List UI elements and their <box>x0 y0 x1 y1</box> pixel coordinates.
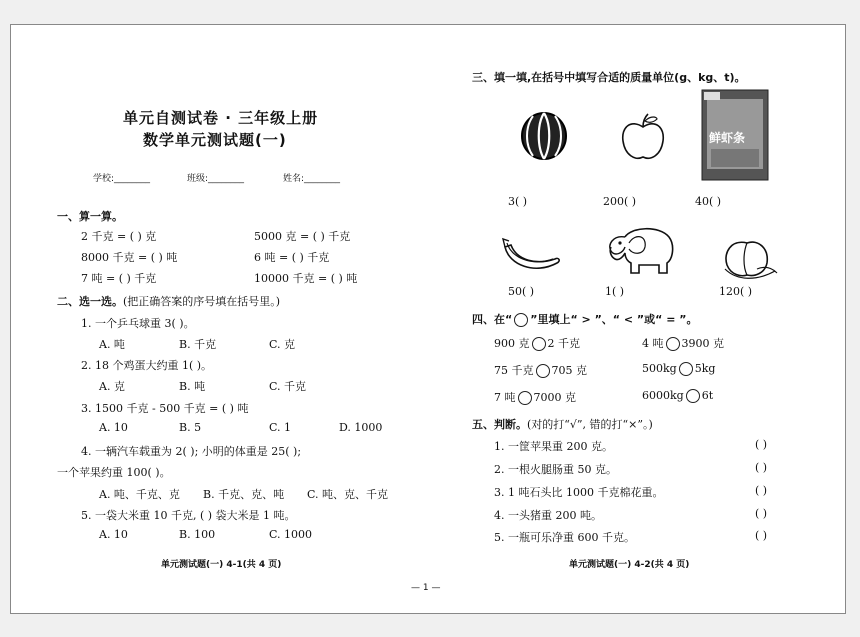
answer-circle[interactable] <box>666 337 680 351</box>
fill-item: 120( ) <box>719 285 753 298</box>
judge-paren[interactable]: ( ) <box>755 461 768 474</box>
answer-circle[interactable] <box>532 337 546 351</box>
watermelon-icon <box>519 109 569 161</box>
option: C. 1 <box>269 421 292 434</box>
answer-circle[interactable] <box>518 391 532 405</box>
calc-item: 6 吨 = ( ) 千克 <box>254 251 330 264</box>
judge-item: 4. 一头猪重 200 吨。 <box>494 509 602 522</box>
apple-icon <box>619 113 667 163</box>
compare-item <box>642 389 713 403</box>
compare-left: 900 克 <box>494 337 530 350</box>
option: C. 千克 <box>269 380 307 393</box>
option: B. 5 <box>179 421 202 434</box>
fill-item: 50( ) <box>508 285 535 298</box>
fill-item: 40( ) <box>695 195 722 208</box>
class-field[interactable]: 班级:________ <box>187 174 245 184</box>
fill-item: 200( ) <box>603 195 637 208</box>
judge-item: 3. 1 吨石头比 1000 千克棉花重。 <box>494 486 664 499</box>
section-2-note: (把正确答案的序号填在括号里。) <box>123 295 281 308</box>
compare-right: 6t <box>701 389 714 402</box>
option: A. 10 <box>99 528 128 541</box>
option: D. 1000 <box>339 421 383 434</box>
compare-left: 6000kg <box>642 389 684 402</box>
judge-paren[interactable]: ( ) <box>755 438 768 451</box>
section-1-heading: 一、算一算。 <box>57 210 123 223</box>
judge-item: 2. 一根火腿肠重 50 克。 <box>494 463 617 476</box>
answer-circle[interactable] <box>536 364 550 378</box>
right-footer: 单元测试题(一) 4-2(共 4 页) <box>569 560 690 570</box>
option: B. 千克、克、吨 <box>203 488 285 501</box>
judge-paren[interactable]: ( ) <box>755 484 768 497</box>
section-3-heading: 三、填一填,在括号中填写合适的质量单位(g、kg、t)。 <box>472 71 746 84</box>
option: B. 千克 <box>179 338 217 351</box>
answer-circle[interactable] <box>679 362 693 376</box>
option: A. 10 <box>99 421 128 434</box>
option: C. 克 <box>269 338 296 351</box>
calc-item: 5000 克 = ( ) 千克 <box>254 230 351 243</box>
left-footer: 单元测试题(一) 4-1(共 4 页) <box>161 560 282 570</box>
question-1: 1. 一个乒乓球重 3( )。 <box>81 317 195 330</box>
exam-subtitle: 数学单元测试题(一) <box>143 131 287 149</box>
question-4-cont: 一个苹果约重 100( )。 <box>57 466 171 479</box>
compare-right: 705 克 <box>551 364 587 377</box>
section-5-note: (对的打“√”, 错的打“×”。) <box>527 418 653 431</box>
compare-item <box>494 362 587 378</box>
compare-left: 75 千克 <box>494 364 534 377</box>
calc-item: 8000 千克 = ( ) 吨 <box>81 251 178 264</box>
page-number: — 1 — <box>411 583 441 593</box>
compare-left: 500kg <box>642 362 677 375</box>
option: C. 吨、克、千克 <box>307 488 389 501</box>
banana-icon <box>501 233 563 275</box>
question-3: 3. 1500 千克 - 500 千克 = ( ) 吨 <box>81 402 249 415</box>
compare-circle-icon <box>514 313 528 327</box>
section-2-title: 二、选一选。 <box>57 295 123 308</box>
snack-label: 鲜虾条 <box>709 131 746 145</box>
option: A. 吨、千克、克 <box>99 488 180 501</box>
section-4-title-b: ”里填上“ > ”、“ < ”或“ = ”。 <box>530 313 698 326</box>
section-4-title-a: 四、在“ <box>472 313 513 326</box>
compare-item <box>494 335 580 351</box>
compare-item <box>642 335 724 351</box>
section-2-heading <box>57 293 280 309</box>
judge-item: 1. 一筐苹果重 200 克。 <box>494 440 613 453</box>
compare-right: 7000 克 <box>533 391 576 404</box>
fill-item: 3( ) <box>508 195 528 208</box>
peach-icon <box>717 235 779 281</box>
question-4: 4. 一辆汽车载重为 2( ); 小明的体重是 25( ); <box>81 445 302 458</box>
compare-right: 5kg <box>694 362 716 375</box>
name-field[interactable]: 姓名:________ <box>283 174 341 184</box>
compare-left: 4 吨 <box>642 337 664 350</box>
option: B. 100 <box>179 528 216 541</box>
calc-item: 2 千克 = ( ) 克 <box>81 230 157 243</box>
section-5-title: 五、判断。 <box>472 418 527 431</box>
section-4-heading <box>472 311 697 327</box>
judge-item: 5. 一瓶可乐净重 600 千克。 <box>494 531 635 544</box>
exam-sheet <box>10 24 846 614</box>
school-field[interactable]: 学校:________ <box>93 174 151 184</box>
question-2: 2. 18 个鸡蛋大约重 1( )。 <box>81 359 213 372</box>
compare-left: 7 吨 <box>494 391 516 404</box>
option: A. 克 <box>99 380 125 393</box>
calc-item: 7 吨 = ( ) 千克 <box>81 272 157 285</box>
compare-item <box>642 362 715 376</box>
fill-item: 1( ) <box>605 285 625 298</box>
compare-item <box>494 389 576 405</box>
elephant-icon <box>603 223 675 275</box>
judge-paren[interactable]: ( ) <box>755 529 768 542</box>
section-5-heading <box>472 416 653 432</box>
option: C. 1000 <box>269 528 313 541</box>
answer-circle[interactable] <box>686 389 700 403</box>
option: A. 吨 <box>99 338 125 351</box>
calc-item: 10000 千克 = ( ) 吨 <box>254 272 358 285</box>
judge-paren[interactable]: ( ) <box>755 507 768 520</box>
option: B. 吨 <box>179 380 206 393</box>
exam-title: 单元自测试卷 · 三年级上册 <box>123 109 319 127</box>
compare-right: 3900 克 <box>681 337 724 350</box>
compare-right: 2 千克 <box>547 337 580 350</box>
question-5: 5. 一袋大米重 10 千克, ( ) 袋大米是 1 吨。 <box>81 509 296 522</box>
